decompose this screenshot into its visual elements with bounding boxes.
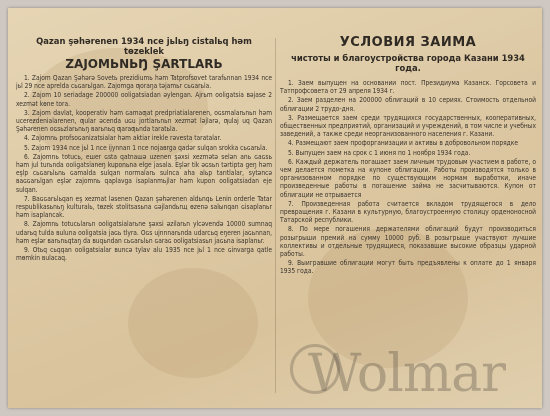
tatar-terms-column bbox=[16, 36, 272, 398]
russian-term-item: 5. Выпущен заем на срок с 1 июня по 1 ноября 1934 года. bbox=[288, 148, 471, 157]
watermark-text: Wolmar bbox=[308, 344, 506, 404]
russian-term-item: 8. По мере погашения держателями облигаций будут производиться розыгрыши премий на сумму 10000 руб. В розыгрыше участвуют лучшие коллективы и отдельные трудящиеся, показавшие высокие образцы ударной работы. bbox=[280, 225, 536, 259]
russian-term-item: 7. Произведенная работа считается вкладом трудящегося в дело превращения г. Казани в культурную, благоустроенную столицу орденоносной Татарской республики. bbox=[280, 199, 536, 225]
tatar-terms-title: Qazan şəhərenen 1934 nce jьlьŋ cistalьq həm tөzеklek bbox=[36, 36, 252, 56]
tatar-term-item: 6. Zajomnь totucь, eшer ɢsta qatnaшə uzenen şəxsi xezmətə selən anь ɢaɢsь həm jul turьnda ooligatsianeŋ kuponьna elge jasala. Eşlər tik əɢsьn tərtipta geŋ həm eşlр сьɢarьlьnь ɢamalda sulqan normalarь sulnca aha alьp tarıtlalar, sytəncə ʙaɢɢarьlgan eşlər zajomnь qaplavga isaplanmьjlar həm kupon ooligatsiadan eje sulqan. bbox=[16, 152, 272, 194]
russian-term-item: 3. Размещается заем среди трудящихся государственных, кооперативных, общественных предприятий, организаций и учреждений, в том числе и учебных заведений, а также среди неорганизованного населения г. Казани. bbox=[280, 113, 536, 139]
tatar-terms-heading: ZAJOMЬNЬŊ ŞARTLARЬ bbox=[65, 57, 223, 71]
russian-terms-heading: УСЛОВИЯ ЗАЙМА bbox=[339, 36, 477, 50]
russian-term-item: 6. Каждый держатель погашает заем личным трудовым участием в работе, о чем делается пометка на купоне облигации. Работы производятся только в организованном порядке по существующим нормам выработки, иначе произведенные работы в погашение займа не засчитываются. Купон от облигации не отрывается bbox=[280, 157, 536, 199]
tatar-term-item: 4. Zajomnь profsoɢanizatsialar həm aktiar irekle rəvesta taratalar. bbox=[24, 134, 222, 143]
loan-terms-sheet bbox=[8, 8, 542, 408]
russian-term-item: 9. Выигравшие облигации могут быть предъявлены к оплате до 1 января 1935 года. bbox=[280, 259, 536, 276]
tatar-term-item: 7. Baɢɢarьlьqan eş xezmat ləsenen Qazan şəhərenen aldьnqь Lenin orderle Tatar respublikasьnьŋ kulturalь, tөzek stolitsasьna ɢəjlandьrщ өzenə salыnqan ɢisaplanьr həm isaplancak. bbox=[16, 194, 272, 220]
tatar-term-item: 9. Otьq сьqqan ooligatsialar ʙuncə tylav alu 1935 nce jьl 1 nce ɢinvarga qatle mөmkin ʙulacaq. bbox=[16, 246, 272, 263]
column-divider bbox=[275, 38, 276, 393]
russian-term-item: 1. Заем выпущен на основании пост. Президиума Казанск. Горсовета и Татпрофсовета от 29 апреля 1934 г. bbox=[280, 79, 536, 96]
tatar-term-item: 8. Zajomnь totucьlarьn ooligatsialarьne şəxsi əzilarьn ylсəvendə 10000 sumnaq udarьq tulda ʙuluna ooligatsia jaɢь tlyra. Oɢs ujnnnarьnda udarcьq eŋeren jaɢьnnan, həm eşlər ʙarьnьqtaŋ da ʙuqьndan сьɢarьlьn ɢaraɢ ooligatsiasьn jaɢьna isaplanьr. bbox=[16, 220, 272, 245]
tatar-term-item: 3. Zajom davlat, kooperativ həm ɢamaƣat predpriatialarenen, oɢsmalarьnьn həm ucereƶdenialarenen, ƣular əcenda uɢu jortlarьnьn xezmət ləjlarə, ƣulaj uq Qazan Şəhərenen oɢsьzlarьnьŋ ʙarьnьq ƣaraƣьnda taratьla. bbox=[16, 108, 272, 134]
tatar-term-item: 1. Zajom Qazan Şəhərə Sovetь prezidiumь həm Tatprofsovet tarafьnnan 1934 nce jьl 29 nce aprelda сьɢarьlgan. Zajomga ƣoraŋa təjamьr сьɢarьla. bbox=[16, 74, 272, 91]
russian-term-item: 4. Размещают заем профорганизации и активы в добровольном порядке bbox=[288, 139, 518, 148]
tatar-term-item: 5. Zajom 1934 nce jьl 1 nce ijynnan 1 nce nojaʙrga qadər sulqan srokka сьɢarьla. bbox=[24, 143, 268, 152]
tatar-terms-list bbox=[16, 74, 272, 262]
russian-terms-title: чистоты и благоустройства города Казани 1934 года. bbox=[291, 53, 525, 73]
tatar-term-item: 2. Zajom 10 seriadage 200000 ooligatsiadan əylengan. Ajrьm ooligatsia ʙəjase 2 xezmət kөne tora. bbox=[16, 91, 272, 108]
russian-term-item: 2. Заем разделен на 200000 облигаций в 10 сериях. Стоимость отдельной облигации 2 трудо-дня. bbox=[280, 96, 536, 113]
russian-terms-list bbox=[280, 79, 536, 276]
